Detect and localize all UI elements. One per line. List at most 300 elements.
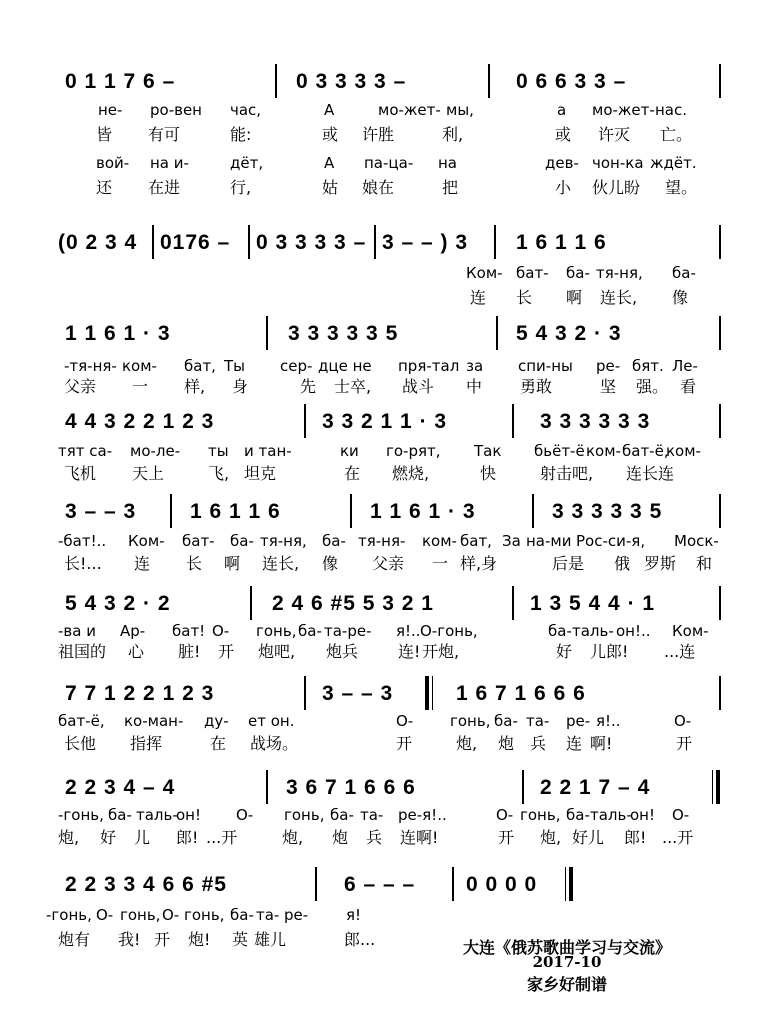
lyric-syllable: не- [98, 101, 123, 119]
lyric-syllable: и тан- [244, 442, 292, 460]
score-row [0, 594, 779, 614]
lyric-syllable: час, [230, 101, 262, 119]
lyric-line-zh [0, 463, 779, 485]
repeat-barline [425, 676, 429, 710]
bar-line [496, 316, 498, 350]
score-row [0, 875, 779, 895]
score-row [0, 684, 779, 704]
final-barline [569, 867, 573, 901]
lyric-syllable: Ле- [672, 357, 698, 375]
bar-line [350, 494, 352, 528]
lyric-syllable: 战斗 [402, 377, 435, 396]
lyric-syllable: 开 [218, 642, 235, 661]
lyric-syllable: 身 [232, 377, 249, 396]
lyric-syllable: дёт, [230, 154, 264, 172]
credit-transcriber: 家乡好制谱 [526, 975, 607, 994]
measure-notes: 3 – – 3 [322, 682, 394, 705]
lyric-syllable: 许胜 [362, 125, 395, 144]
bar-line [719, 676, 721, 710]
lyric-syllable: 样,身 [460, 554, 498, 573]
lyric-syllable: 炮, [456, 734, 478, 753]
bar-line [532, 494, 534, 528]
measure-notes: 4 4 3 2 2 1 2 3 [65, 410, 215, 433]
lyric-syllable: 天上 [132, 464, 165, 483]
lyric-line-ru [0, 804, 779, 826]
lyric-syllable: на и- [150, 154, 189, 172]
score-row [0, 324, 779, 344]
bar-line [250, 586, 252, 620]
lyric-syllable: я!.. [396, 622, 421, 640]
lyric-syllable: ба- [494, 712, 518, 730]
measure-notes: 3 3 3 3 3 3 [540, 410, 651, 433]
lyric-syllable: 我! [118, 930, 141, 949]
measure-notes: 5 4 3 2 · 2 [65, 592, 171, 615]
lyric-syllable: 郎! [176, 828, 199, 847]
lyric-syllable: дце не [318, 357, 372, 375]
measure-notes: 0 3 3 3 3 – [296, 70, 407, 93]
lyric-syllable: ком- [586, 442, 621, 460]
lyric-syllable: ко-ман- [124, 712, 184, 730]
lyric-syllable: 坦克 [244, 464, 277, 483]
lyric-syllable: ба- [548, 622, 572, 640]
lyric-syllable: 先 [300, 377, 317, 396]
bar-line [522, 770, 524, 804]
measure-notes: 1 1 6 1 · 3 [370, 500, 476, 523]
measure-notes: (0 2 3 4 [58, 231, 138, 254]
lyric-syllable: 儿 [134, 828, 151, 847]
lyric-syllable: 士卒, [334, 377, 372, 396]
lyric-syllable: ты [208, 442, 229, 460]
lyric-syllable: 炮兵 [326, 642, 359, 661]
lyric-syllable: 开炮, [422, 642, 460, 661]
lyric-line-ru [0, 530, 779, 552]
lyric-syllable: 长!... [64, 554, 102, 573]
lyric-syllable: 郎! [624, 828, 647, 847]
lyric-syllable: ре- [284, 906, 309, 924]
score-row [0, 502, 779, 522]
lyric-syllable: 炮有 [58, 930, 91, 949]
lyric-syllable: 炮 [498, 734, 515, 753]
lyric-syllable: 伙儿盼 [592, 178, 641, 197]
lyric-syllable: 郎... [344, 930, 376, 949]
lyric-syllable: 脏! [178, 642, 201, 661]
lyric-syllable: тя-ня, [596, 264, 643, 282]
lyric-syllable: 把 [442, 178, 459, 197]
lyric-syllable: 长 [516, 288, 533, 307]
bar-line [304, 404, 306, 438]
lyric-syllable: я!.. [596, 712, 621, 730]
lyric-line-ru [0, 440, 779, 462]
bar-line [266, 316, 268, 350]
lyric-syllable: ба- [566, 806, 590, 824]
lyric-syllable: 一 [132, 377, 149, 396]
lyric-syllable: О- [674, 712, 692, 730]
bar-line [248, 225, 250, 259]
lyric-syllable: Ком- [128, 532, 165, 550]
lyric-syllable: 炮 [332, 828, 349, 847]
lyric-syllable: гонь, [120, 906, 161, 924]
lyric-syllable: 英 [232, 930, 249, 949]
lyric-syllable: 父亲 [64, 377, 97, 396]
measure-notes: 1 6 7 1 6 6 6 [456, 682, 586, 705]
credit-date: 2017-10 [532, 953, 602, 971]
bar-line [719, 404, 721, 438]
final-barline-thin [565, 867, 566, 901]
score-row [0, 412, 779, 432]
lyric-syllable: За [502, 532, 521, 550]
lyric-syllable: 祖国的 [58, 642, 107, 661]
measure-notes: 0 1 1 7 6 – [65, 70, 176, 93]
measure-notes: 7 7 1 2 2 1 2 3 [65, 682, 215, 705]
lyric-syllable: 啊! [590, 734, 613, 753]
lyric-syllable: бьёт-ё [534, 442, 585, 460]
lyric-syllable: 像 [672, 288, 689, 307]
bar-line [719, 225, 721, 259]
lyric-syllable: 连长, [262, 554, 300, 573]
lyric-syllable: 在 [210, 734, 227, 753]
lyric-syllable: 射击吧, [540, 464, 594, 483]
lyric-syllable: ...连 [664, 642, 696, 661]
measure-notes: 3 3 3 3 3 5 [552, 500, 663, 523]
lyric-syllable: 飞, [208, 464, 230, 483]
lyric-syllable: О- [212, 622, 230, 640]
lyric-syllable: ба- [298, 622, 322, 640]
lyric-syllable: О- [236, 806, 254, 824]
lyric-syllable: 燃烧, [392, 464, 430, 483]
lyric-syllable: ет он. [248, 712, 295, 730]
lyric-syllable: О- [672, 806, 690, 824]
lyric-syllable: О- [396, 712, 414, 730]
lyric-syllable: та-ре- [324, 622, 372, 640]
score-row [0, 778, 779, 798]
lyric-syllable: таль- [572, 622, 614, 640]
lyric-syllable: бат- [516, 264, 549, 282]
lyric-syllable: Ком- [672, 622, 709, 640]
lyric-syllable: таль- [136, 806, 178, 824]
repeat-barline-thin [432, 676, 433, 710]
lyric-syllable: мо-жет- [592, 101, 655, 119]
lyric-syllable: ре- [596, 357, 621, 375]
lyric-syllable: 啊 [224, 554, 241, 573]
lyric-syllable: гонь, [184, 906, 225, 924]
lyric-syllable: ба- [330, 806, 354, 824]
lyric-syllable: 在进 [148, 178, 181, 197]
bar-line [719, 586, 721, 620]
lyric-syllable: 兵 [530, 734, 547, 753]
lyric-syllable: О-гонь, [420, 622, 478, 640]
lyric-syllable: таль- [590, 806, 632, 824]
lyric-syllable: -тя-ня- [64, 357, 117, 375]
lyric-syllable: вой- [96, 154, 130, 172]
lyric-syllable: бат- [182, 532, 215, 550]
lyric-syllable: 连啊! [400, 828, 439, 847]
lyric-line-ru-verse2 [0, 152, 779, 174]
lyric-syllable: 雄儿 [254, 930, 287, 949]
lyric-syllable: 连长, [600, 288, 638, 307]
lyric-syllable: ба- [566, 264, 590, 282]
repeat-barline [716, 770, 720, 804]
lyric-syllable: 或 [322, 125, 339, 144]
lyric-syllable: бят. [632, 357, 664, 375]
bar-line [315, 867, 317, 901]
score-row [0, 72, 779, 92]
bar-line [719, 316, 721, 350]
lyric-syllable: О- [496, 806, 514, 824]
measure-notes: 3 6 7 1 6 6 6 [286, 776, 416, 799]
lyric-syllable: 炮, [540, 828, 562, 847]
lyric-syllable: ком- [422, 532, 457, 550]
lyric-syllable: на [438, 154, 457, 172]
lyric-syllable: бат, [460, 532, 492, 550]
lyric-syllable: 连长连 [626, 464, 675, 483]
lyric-syllable: 看 [680, 377, 697, 396]
bar-line [374, 225, 376, 259]
measure-notes: 0 0 0 0 [466, 873, 538, 896]
bar-line [170, 494, 172, 528]
lyric-syllable: 连 [470, 288, 487, 307]
lyric-syllable: я! [346, 906, 362, 924]
lyric-syllable: 啊 [566, 288, 583, 307]
lyric-syllable: -гонь, [58, 806, 104, 824]
lyric-syllable: го-рят, [386, 442, 441, 460]
lyric-syllable: 俄 [614, 554, 631, 573]
lyric-syllable: Ком- [466, 264, 503, 282]
lyric-line-ru [0, 355, 779, 377]
lyric-syllable: тят са- [58, 442, 113, 460]
bar-line [488, 64, 490, 98]
lyric-syllable: 开 [396, 734, 413, 753]
lyric-syllable: 父亲 [372, 554, 405, 573]
lyric-syllable: ба- [230, 532, 254, 550]
lyric-syllable: а [557, 101, 567, 119]
lyric-line-ru [0, 99, 779, 121]
lyric-syllable: 炮, [58, 828, 80, 847]
lyric-syllable: ком- [666, 442, 701, 460]
lyric-line-ru [0, 710, 779, 732]
lyric-syllable: ба- [672, 264, 696, 282]
lyric-syllable: 儿郎! [590, 642, 629, 661]
measure-notes: 6 – – – [344, 873, 416, 896]
lyric-syllable: 飞机 [64, 464, 97, 483]
lyric-syllable: 好儿 [572, 828, 605, 847]
lyric-syllable: спи-ны [518, 357, 573, 375]
lyric-syllable: 姑 [322, 178, 339, 197]
lyric-line-zh [0, 733, 779, 755]
measure-notes: 1 6 1 1 6 [516, 231, 607, 254]
lyric-syllable: 望。 [665, 178, 698, 197]
lyric-syllable: 亡。 [660, 125, 693, 144]
lyric-syllable: -ва и [58, 622, 96, 640]
lyric-line-zh [0, 641, 779, 663]
lyric-syllable: 皆 [96, 125, 113, 144]
lyric-syllable: ба- [230, 906, 254, 924]
lyric-syllable: 小 [555, 178, 572, 197]
lyric-syllable: 心 [128, 642, 145, 661]
lyric-syllable: 好 [100, 828, 117, 847]
lyric-line-zh [0, 827, 779, 849]
lyric-syllable: дев- [545, 154, 579, 172]
repeat-barline-thin [712, 770, 713, 804]
lyric-line-zh-verse2 [0, 177, 779, 199]
lyric-syllable: ки [340, 442, 359, 460]
lyric-syllable: гонь, [450, 712, 491, 730]
bar-line [152, 225, 154, 259]
lyric-syllable: 能: [230, 125, 252, 144]
lyric-syllable: О- [96, 906, 114, 924]
lyric-syllable: сер- [280, 357, 313, 375]
lyric-syllable: бат-ё, [622, 442, 669, 460]
lyric-syllable: он! [630, 806, 655, 824]
lyric-line-zh [0, 287, 779, 309]
lyric-syllable: он! [176, 806, 201, 824]
measure-notes: 2 4 6 #5 5 3 2 1 [272, 592, 434, 615]
measure-notes: 3 – – ) 3 [382, 231, 469, 254]
lyric-syllable: гонь, [256, 622, 297, 640]
lyric-syllable: 连 [134, 554, 151, 573]
lyric-syllable: 娘在 [362, 178, 395, 197]
lyric-syllable: та- [526, 712, 550, 730]
lyric-syllable: 样, [184, 377, 206, 396]
lyric-syllable: нас. [655, 101, 688, 119]
lyric-syllable: мы, [446, 101, 474, 119]
lyric-syllable: 勇敢 [520, 377, 553, 396]
lyric-syllable: -бат!.. [58, 532, 107, 550]
lyric-syllable: 许灭 [598, 125, 631, 144]
lyric-syllable: 连! [398, 642, 421, 661]
measure-notes: 5 4 3 2 · 3 [516, 322, 622, 345]
lyric-syllable: 长他 [64, 734, 97, 753]
lyric-syllable: Моск- [674, 532, 719, 550]
lyric-syllable: 炮吧, [258, 642, 296, 661]
lyric-syllable: гонь, [284, 806, 325, 824]
lyric-syllable: мо-ле- [130, 442, 181, 460]
lyric-syllable: та- [360, 806, 384, 824]
lyric-syllable: ...开 [662, 828, 694, 847]
lyric-syllable: ба- [322, 532, 346, 550]
bar-line [452, 867, 454, 901]
bar-line [719, 64, 721, 98]
lyric-syllable: Ты [224, 357, 246, 375]
lyric-syllable: ду- [204, 712, 229, 730]
lyric-syllable: А [324, 154, 335, 172]
lyric-syllable: гонь, [520, 806, 561, 824]
measure-notes: 0 6 6 3 3 – [516, 70, 627, 93]
score-row [0, 233, 779, 253]
measure-notes: 0 3 3 3 3 – [256, 231, 367, 254]
bar-line [512, 404, 514, 438]
lyric-line-ru [0, 904, 779, 926]
measure-notes: 3 – – 3 [65, 500, 137, 523]
measure-notes: 2 2 3 3 4 6 6 #5 [65, 873, 227, 896]
lyric-syllable: 中 [466, 377, 483, 396]
lyric-line-zh [0, 124, 779, 146]
lyric-syllable: мо-жет- [378, 101, 441, 119]
measure-notes: 0176 – [160, 231, 231, 254]
lyric-line-ru [0, 262, 779, 284]
bar-line [304, 676, 306, 710]
lyric-syllable: 后是 [552, 554, 585, 573]
lyric-syllable: 指挥 [130, 734, 163, 753]
lyric-syllable: пря-тал [398, 357, 460, 375]
lyric-syllable: 像 [322, 554, 339, 573]
lyric-syllable: он!.. [616, 622, 651, 640]
lyric-syllable: бат! [172, 622, 206, 640]
lyric-syllable: 开 [676, 734, 693, 753]
bar-line [512, 586, 514, 620]
lyric-syllable: А [324, 101, 335, 119]
lyric-syllable: Ар- [120, 622, 146, 640]
measure-notes: 3 3 3 3 3 5 [288, 322, 399, 345]
bar-line [494, 225, 496, 259]
lyric-syllable: 罗斯 [644, 554, 677, 573]
lyric-syllable: Рос-си-я, [576, 532, 646, 550]
lyric-syllable: ре-я!.. [398, 806, 447, 824]
lyric-syllable: 开 [154, 930, 171, 949]
measure-notes: 2 2 3 4 – 4 [65, 776, 176, 799]
lyric-line-ru [0, 620, 779, 642]
lyric-syllable: 或 [555, 125, 572, 144]
bar-line [275, 64, 277, 98]
lyric-syllable: 在 [344, 464, 361, 483]
lyric-syllable: 连 [566, 734, 583, 753]
lyric-syllable: 开 [498, 828, 515, 847]
lyric-syllable: ждёт. [650, 154, 697, 172]
lyric-syllable: 和 [696, 554, 713, 573]
measure-notes: 1 1 6 1 · 3 [65, 322, 171, 345]
lyric-syllable: 强。 [636, 377, 669, 396]
lyric-syllable: тя-ня, [260, 532, 307, 550]
lyric-syllable: ком- [122, 357, 157, 375]
lyric-syllable: чон-ка [592, 154, 644, 172]
lyric-syllable: -гонь, [46, 906, 92, 924]
measure-notes: 2 2 1 7 – 4 [540, 776, 651, 799]
lyric-syllable: 好 [556, 642, 573, 661]
lyric-syllable: 战场。 [250, 734, 299, 753]
lyric-syllable: бат, [184, 357, 216, 375]
lyric-line-zh [0, 553, 779, 575]
lyric-syllable: 利, [442, 125, 464, 144]
lyric-syllable: ро-вен [150, 101, 202, 119]
measure-notes: 1 6 1 1 6 [190, 500, 281, 523]
lyric-syllable: 一 [432, 554, 449, 573]
lyric-syllable: О- [162, 906, 180, 924]
lyric-syllable: 兵 [366, 828, 383, 847]
lyric-line-zh [0, 376, 779, 398]
lyric-syllable: 还 [96, 178, 113, 197]
lyric-syllable: па-ца- [364, 154, 414, 172]
lyric-syllable: та- [256, 906, 280, 924]
lyric-syllable: 长 [186, 554, 203, 573]
lyric-syllable: ба- [108, 806, 132, 824]
lyric-syllable: 有可 [148, 125, 181, 144]
lyric-syllable: 快 [480, 464, 497, 483]
lyric-syllable: за [466, 357, 484, 375]
lyric-syllable: ре- [566, 712, 591, 730]
lyric-syllable: 炮, [282, 828, 304, 847]
lyric-syllable: тя-ня- [358, 532, 406, 550]
lyric-syllable: 坚 [600, 377, 617, 396]
lyric-syllable: Так [474, 442, 502, 460]
lyric-syllable: бат-ё, [58, 712, 105, 730]
measure-notes: 1 3 5 4 4 · 1 [530, 592, 656, 615]
bar-line [719, 494, 721, 528]
measure-notes: 3 3 2 1 1 · 3 [322, 410, 448, 433]
lyric-syllable: ...开 [206, 828, 238, 847]
bar-line [266, 770, 268, 804]
lyric-syllable: 行, [230, 178, 252, 197]
lyric-syllable: на-ми [526, 532, 572, 550]
credit-title: 大连《俄苏歌曲学习与交流》 [462, 938, 671, 957]
